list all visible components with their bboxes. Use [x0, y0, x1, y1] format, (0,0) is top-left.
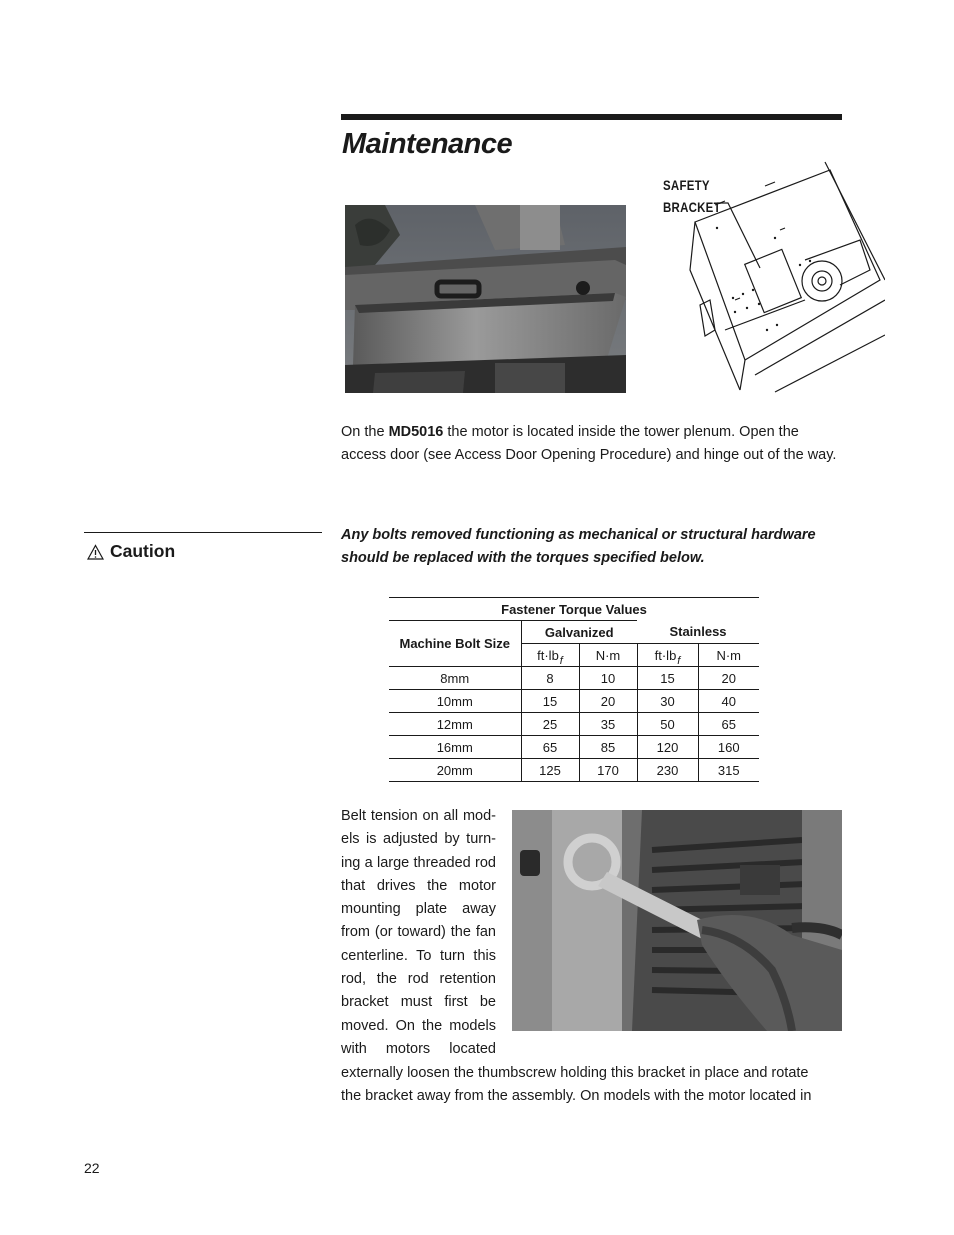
fastener-torque-table: [389, 597, 759, 782]
warning-triangle-icon: [87, 544, 104, 560]
table-row: [389, 713, 759, 736]
table-title: Fastener Torque Values: [389, 598, 759, 621]
stain-ftlb: 50: [637, 713, 698, 736]
stain-ftlb: 15: [637, 667, 698, 690]
galv-ftlb: 8: [521, 667, 579, 690]
bolt-size: 10mm: [389, 690, 521, 713]
table-row: [389, 690, 759, 713]
intro-paragraph: On the MD5016 the motor is located inside the tower plenum. Open the access door (see Access Door Opening Procedure) and hinge out of the way.: [341, 424, 837, 464]
table-row: [389, 667, 759, 690]
page-title: Maintenance: [342, 128, 513, 160]
unit-ftlb-galv: $ft\cdot lb_f$: [521, 644, 579, 667]
caution-rule: [84, 532, 322, 533]
stain-ftlb: 30: [637, 690, 698, 713]
title-rule: [341, 114, 842, 120]
stain-nm: 160: [698, 736, 759, 759]
galv-ftlb: 125: [521, 759, 579, 782]
bolt-size: 20mm: [389, 759, 521, 782]
stain-nm: 315: [698, 759, 759, 782]
bolt-size: 12mm: [389, 713, 521, 736]
plenum-photo: [345, 205, 626, 393]
unit-ftlb-stain: $ft\cdot lb_f$: [637, 644, 698, 667]
stain-nm: 40: [698, 690, 759, 713]
table-row: [389, 759, 759, 782]
galv-ftlb: 15: [521, 690, 579, 713]
model-number: MD5016: [388, 424, 444, 440]
stain-nm: 65: [698, 713, 759, 736]
galv-ftlb: 25: [521, 713, 579, 736]
table-title-row: [389, 598, 759, 621]
belt-tension-continued: externally loosen the thumbscrew holding this bracket in place and rotate the bracket away from the assembly. On models with the motor located in: [341, 1065, 812, 1105]
galv-nm: 85: [579, 736, 637, 759]
wrench-photo: [512, 810, 842, 1031]
galvanized-header: Galvanized: [521, 621, 637, 644]
galv-nm: 35: [579, 713, 637, 736]
bolt-size: 16mm: [389, 736, 521, 759]
unit-nm-galv: N·m: [579, 644, 637, 667]
stain-nm: 20: [698, 667, 759, 690]
belt-tension-paragraph: Belt tension on all mod- els is adjusted by turn- ing a large threaded rod that drives the motor mounting plate away from (or toward) the fan centerline. To turn this rod, the rod retention bracket must first be moved. On the models with motors located: [341, 808, 496, 1057]
caution-label: Caution: [110, 541, 176, 561]
torque-warning: Any bolts removed functioning as mechanical or structural hardware should be replaced with the torques specified below.: [341, 527, 816, 567]
galv-nm: 170: [579, 759, 637, 782]
table-row: [389, 736, 759, 759]
table-group-row: [389, 621, 759, 644]
bolt-size: 8mm: [389, 667, 521, 690]
galv-nm: 20: [579, 690, 637, 713]
galv-ftlb: 65: [521, 736, 579, 759]
galv-nm: 10: [579, 667, 637, 690]
caution-heading: [87, 541, 175, 562]
page-number: 22: [84, 1160, 100, 1176]
unit-nm-stain: N·m: [698, 644, 759, 667]
bolt-size-header: Machine Bolt Size: [389, 621, 521, 667]
stain-ftlb: 230: [637, 759, 698, 782]
safety-bracket-callout: SAFETY BRACKET: [663, 177, 721, 215]
stain-ftlb: 120: [637, 736, 698, 759]
stainless-header: Stainless: [669, 624, 727, 640]
